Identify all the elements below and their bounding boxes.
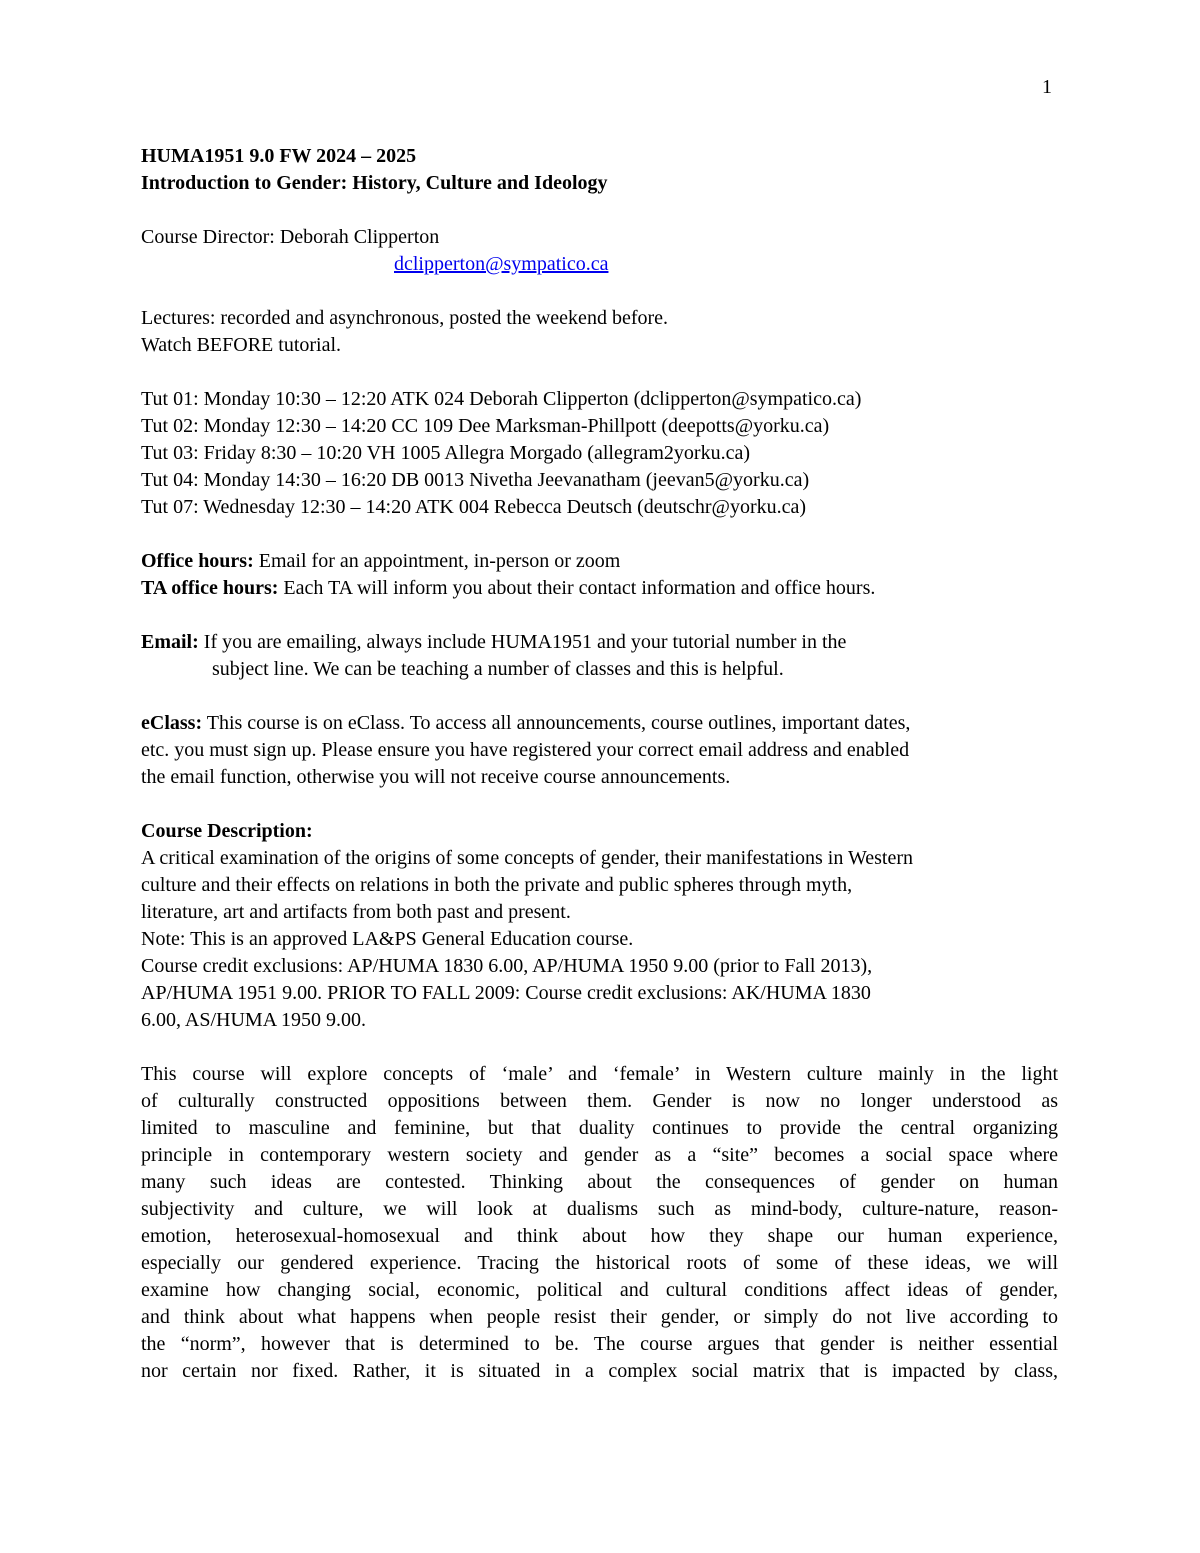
body-paragraph-line: many such ideas are contested. Thinking about the consequences of gender on human <box>141 1171 1058 1193</box>
course-description-heading: Course Description: <box>141 820 313 842</box>
body-paragraph-line: especially our gendered experience. Tracing the historical roots of some of these ideas, we will <box>141 1252 1058 1274</box>
office-hours-text: Email for an appointment, in-person or zoom <box>253 550 621 572</box>
eclass-line-2: etc. you must sign up. Please ensure you have registered your correct email address and enabled <box>141 739 910 761</box>
watch-before-line: Watch BEFORE tutorial. <box>141 334 342 356</box>
body-paragraph-line: examine how changing social, economic, political and cultural conditions affect ideas of gender, <box>141 1279 1058 1301</box>
course-description-line: Course credit exclusions: AP/HUMA 1830 6.00, AP/HUMA 1950 9.00 (prior to Fall 2013), <box>141 955 873 977</box>
email-policy-text: If you are emailing, always include HUMA1951 and your tutorial number in the <box>198 631 847 653</box>
course-description-line: Note: This is an approved LA&PS General Education course. <box>141 928 634 950</box>
body-paragraph-line: nor certain nor fixed. Rather, it is situated in a complex social matrix that is impacted by class, <box>141 1360 1058 1382</box>
ta-office-hours-line <box>141 575 1061 602</box>
tutorial-line: Tut 04: Monday 14:30 – 16:20 DB 0013 Nivetha Jeevanatham (jeevan5@yorku.ca) <box>141 469 810 491</box>
tutorial-line: Tut 03: Friday 8:30 – 10:20 VH 1005 Allegra Morgado (allegram2yorku.ca) <box>141 442 751 464</box>
eclass-label: eClass: <box>141 712 203 734</box>
tutorial-line: Tut 02: Monday 12:30 – 14:20 CC 109 Dee Marksman-Phillpott (deepotts@yorku.ca) <box>141 415 830 437</box>
body-paragraph-line: of culturally constructed oppositions between them. Gender is now no longer understood as <box>141 1090 1058 1112</box>
email-policy-line-2: subject line. We can be teaching a number of classes and this is helpful. <box>212 658 784 680</box>
body-paragraph-line: emotion, heterosexual-homosexual and think about how they shape our human experience, <box>141 1225 1058 1247</box>
page-number: 1 <box>1042 76 1052 98</box>
lectures-line: Lectures: recorded and asynchronous, posted the weekend before. <box>141 307 669 329</box>
eclass-line-3: the email function, otherwise you will not receive course announcements. <box>141 766 731 788</box>
email-policy-label: Email: <box>141 631 199 653</box>
email-policy-line <box>141 629 1061 656</box>
course-code-heading: HUMA1951 9.0 FW 2024 – 2025 <box>141 145 417 167</box>
eclass-line <box>141 710 1061 737</box>
director-email-line <box>141 251 1061 278</box>
course-director-line: Course Director: Deborah Clipperton <box>141 226 440 248</box>
body-paragraph-line: the “norm”, however that is determined to be. The course argues that gender is neither essential <box>141 1333 1058 1355</box>
course-description-line: culture and their effects on relations in both the private and public spheres through myth, <box>141 874 853 896</box>
body-paragraph-line: subjectivity and culture, we will look at dualisms such as mind-body, culture-nature, reason- <box>141 1198 1058 1220</box>
ta-office-hours-text: Each TA will inform you about their contact information and office hours. <box>278 577 876 599</box>
eclass-text: This course is on eClass. To access all announcements, course outlines, important dates, <box>202 712 911 734</box>
course-description-line: 6.00, AS/HUMA 1950 9.00. <box>141 1009 367 1031</box>
body-paragraph-line: principle in contemporary western society and gender as a “site” becomes a social space where <box>141 1144 1058 1166</box>
office-hours-label: Office hours: <box>141 550 254 572</box>
course-description-line: A critical examination of the origins of some concepts of gender, their manifestations in Western <box>141 847 914 869</box>
document-content <box>141 143 1061 1385</box>
course-title-heading: Introduction to Gender: History, Culture and Ideology <box>141 172 608 194</box>
ta-office-hours-label: TA office hours: <box>141 577 279 599</box>
tutorial-line: Tut 07: Wednesday 12:30 – 14:20 ATK 004 Rebecca Deutsch (deutschr@yorku.ca) <box>141 496 807 518</box>
course-description-line: AP/HUMA 1951 9.00. PRIOR TO FALL 2009: Course credit exclusions: AK/HUMA 1830 <box>141 982 871 1004</box>
course-description-line: literature, art and artifacts from both past and present. <box>141 901 571 923</box>
body-paragraph-line: and think about what happens when people resist their gender, or simply do not live according to <box>141 1306 1058 1328</box>
tutorial-line: Tut 01: Monday 10:30 – 12:20 ATK 024 Deborah Clipperton (dclipperton@sympatico.ca) <box>141 388 862 410</box>
body-paragraph-line: This course will explore concepts of ‘male’ and ‘female’ in Western culture mainly in the light <box>141 1063 1058 1085</box>
body-paragraph-line: limited to masculine and feminine, but that duality continues to provide the central organizing <box>141 1117 1058 1139</box>
office-hours-line <box>141 548 1061 575</box>
director-email-link[interactable]: dclipperton@sympatico.ca <box>394 253 609 275</box>
